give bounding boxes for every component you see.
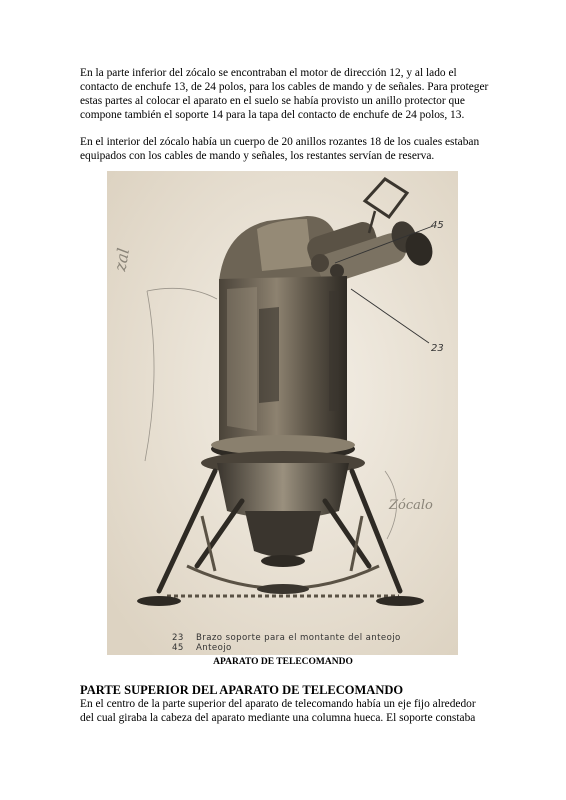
callout-23: 23 <box>431 343 444 354</box>
legend-number: 23 <box>172 633 184 643</box>
body-paragraph-1: En la parte inferior del zócalo se encontraban el motor de dirección 12, y al lado el contacto de enchufe 13, de 24 polos, para los cables de mando y de señales. Para proteger estas partes al colocar el aparato en el suelo se había provisto un anillo protector que compone también el soporte 14 para la tapa del contacto de enchufe de 24 polos, 13. <box>80 67 489 121</box>
section-heading: PARTE SUPERIOR DEL APARATO DE TELECOMANDO <box>80 683 404 697</box>
legend-item <box>172 633 401 643</box>
legend-text: Anteojo <box>196 643 232 653</box>
section-paragraph: En el centro de la parte superior del aparato de telecomando había un eje fijo alrededor del cual giraba la cabeza del aparato mediante una columna hueca. El soporte constaba <box>80 698 476 724</box>
handwritten-zocalo: Zócalo <box>389 498 433 513</box>
legend-number: 45 <box>172 643 184 653</box>
callout-45: 45 <box>431 220 444 231</box>
legend-text: Brazo soporte para el montante del anteojo <box>196 633 401 643</box>
figure-caption: APARATO DE TELECOMANDO <box>213 657 353 667</box>
handwritten-note-left: zal <box>110 246 134 273</box>
body-paragraph-2: En el interior del zócalo había un cuerpo de 20 anillos rozantes 18 de los cuales estaban equipados con los cables de mando y señales, los restantes servían de reserva. <box>80 136 480 162</box>
apparatus-photo <box>107 171 458 655</box>
legend-item <box>172 643 401 653</box>
figure-legend <box>172 633 401 653</box>
